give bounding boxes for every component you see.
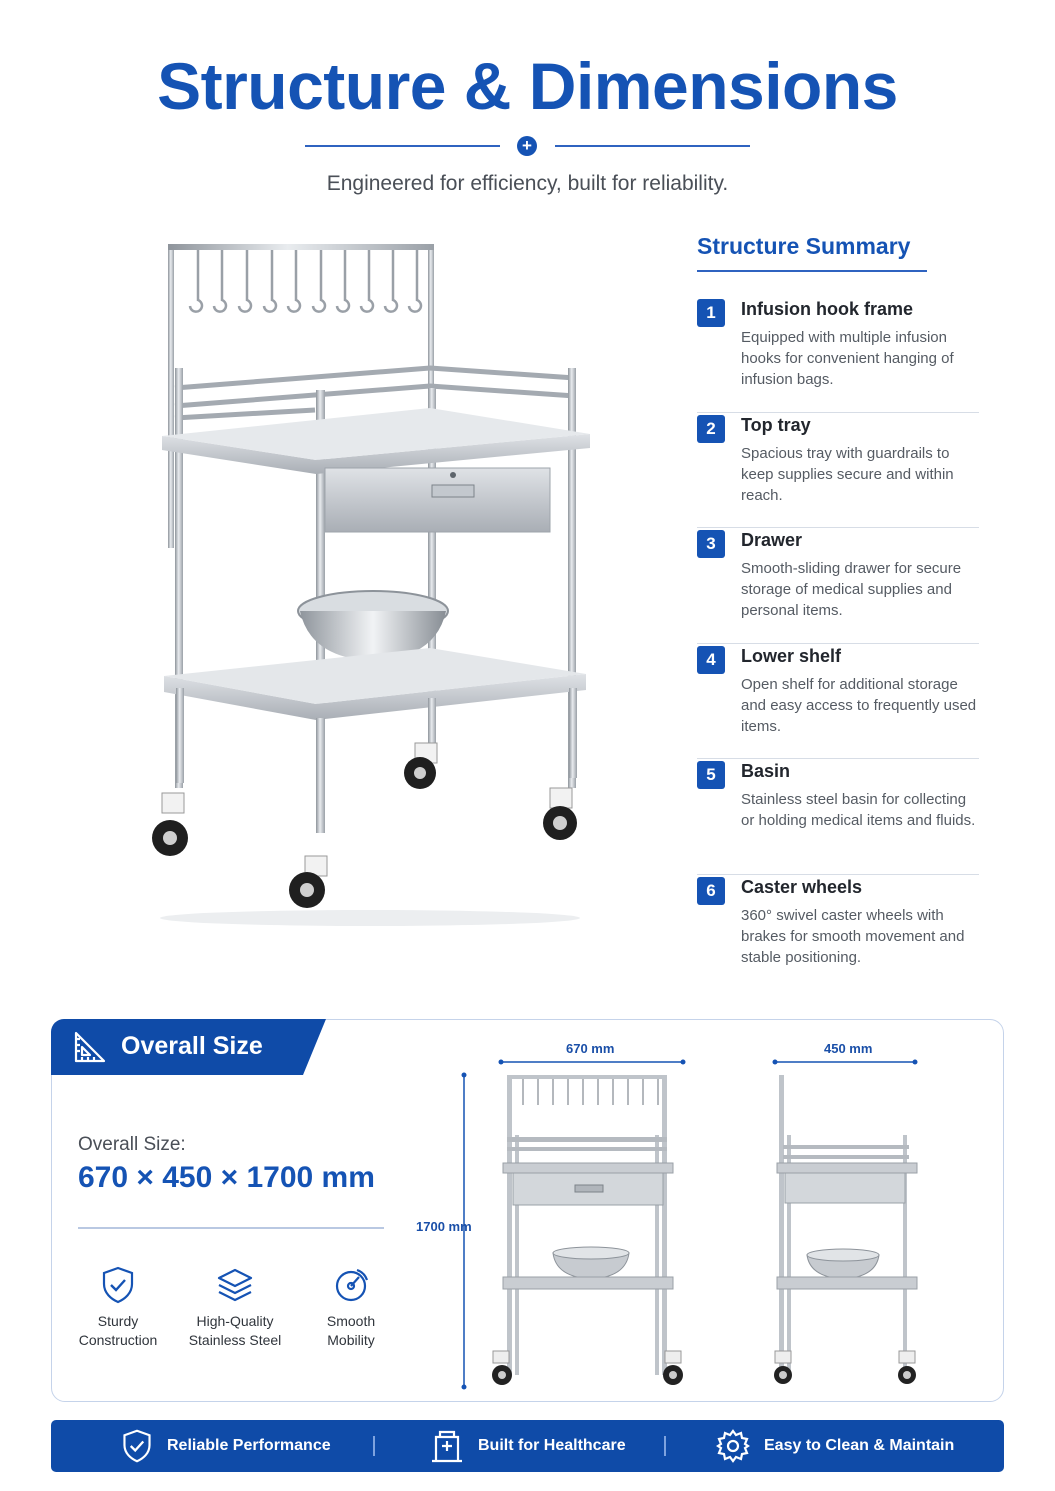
summary-underline bbox=[697, 270, 927, 272]
feature-label-line1: Sturdy bbox=[97, 1313, 139, 1329]
item-number-badge: 6 bbox=[697, 877, 725, 905]
item-number-badge: 1 bbox=[697, 299, 725, 327]
overall-size-divider bbox=[78, 1227, 384, 1229]
mobility-icon bbox=[332, 1266, 370, 1304]
item-description: Smooth-sliding drawer for secure storage of medical supplies and personal items. bbox=[741, 560, 962, 619]
item-description: Equipped with multiple infusion hooks for convenient hanging of infusion bags. bbox=[741, 329, 954, 388]
overall-size-value: 670 × 450 × 1700 mm bbox=[78, 1161, 375, 1194]
structure-summary-title: Structure Summary bbox=[697, 233, 911, 259]
gear-icon bbox=[716, 1429, 750, 1463]
trolley-main-image bbox=[120, 228, 620, 928]
summary-item bbox=[697, 875, 979, 991]
footer-label: Easy to Clean & Maintain bbox=[764, 1437, 955, 1454]
item-number-badge: 2 bbox=[697, 415, 725, 443]
structure-summary-list bbox=[697, 297, 979, 990]
title-divider bbox=[305, 134, 750, 158]
page-title: Structure & Dimensions bbox=[157, 49, 898, 123]
depth-dimension-label: 450 mm bbox=[824, 1041, 873, 1056]
feature-smooth-mobility bbox=[291, 1266, 411, 1350]
item-number-badge: 5 bbox=[697, 761, 725, 789]
shield-check-icon bbox=[101, 1266, 135, 1304]
summary-item bbox=[697, 759, 979, 875]
front-view-drawing bbox=[455, 1055, 695, 1395]
feature-label-line2: Mobility bbox=[327, 1332, 375, 1348]
plus-icon: + bbox=[517, 136, 537, 156]
hospital-icon bbox=[430, 1429, 464, 1463]
footer-item-healthcare bbox=[430, 1420, 626, 1472]
item-title: Infusion hook frame bbox=[741, 299, 914, 319]
item-description: 360° swivel caster wheels with brakes for smooth movement and stable positioning. bbox=[741, 906, 965, 966]
overall-size-label: Overall Size: bbox=[78, 1134, 186, 1155]
side-view-drawing bbox=[765, 1055, 925, 1395]
overall-size-heading: Overall Size bbox=[121, 1032, 263, 1060]
feature-label-line2: Stainless Steel bbox=[188, 1332, 282, 1348]
width-dimension-label: 670 mm bbox=[566, 1041, 615, 1056]
item-number-badge: 3 bbox=[697, 530, 725, 558]
feature-stainless-steel bbox=[175, 1266, 295, 1350]
feature-label-line1: High-Quality bbox=[196, 1313, 274, 1329]
item-description: Stainless steel basin for collecting or holding medical items and fluids. bbox=[741, 791, 976, 829]
footer-label: Built for Healthcare bbox=[478, 1437, 626, 1454]
summary-item bbox=[697, 528, 979, 644]
item-description: Spacious tray with guardrails to keep supplies secure and within reach. bbox=[741, 444, 954, 504]
item-title: Drawer bbox=[741, 530, 803, 550]
shield-check-icon bbox=[121, 1429, 153, 1463]
summary-item bbox=[697, 413, 979, 529]
height-dimension-label: 1700 mm bbox=[416, 1219, 472, 1234]
feature-sturdy-construction bbox=[58, 1266, 178, 1350]
feature-label-line2: Construction bbox=[78, 1332, 158, 1348]
ruler-triangle-icon bbox=[73, 1030, 107, 1064]
item-title: Basin bbox=[741, 761, 791, 781]
feature-label-line1: Smooth bbox=[326, 1313, 376, 1329]
footer-benefits-bar bbox=[51, 1420, 1004, 1472]
item-number-badge: 4 bbox=[697, 646, 725, 674]
footer-item-reliable bbox=[121, 1420, 331, 1472]
item-title: Lower shelf bbox=[741, 645, 842, 666]
footer-label: Reliable Performance bbox=[167, 1437, 331, 1454]
item-title: Top tray bbox=[741, 414, 811, 435]
item-title: Caster wheels bbox=[741, 876, 863, 897]
layers-icon bbox=[216, 1266, 254, 1304]
item-description: Open shelf for additional storage and easy access to frequently used items. bbox=[741, 675, 977, 735]
footer-item-easy-clean bbox=[716, 1420, 954, 1472]
page-subtitle: Engineered for efficiency, built for reliability. bbox=[326, 172, 729, 195]
summary-item bbox=[697, 644, 979, 760]
summary-item bbox=[697, 297, 979, 413]
